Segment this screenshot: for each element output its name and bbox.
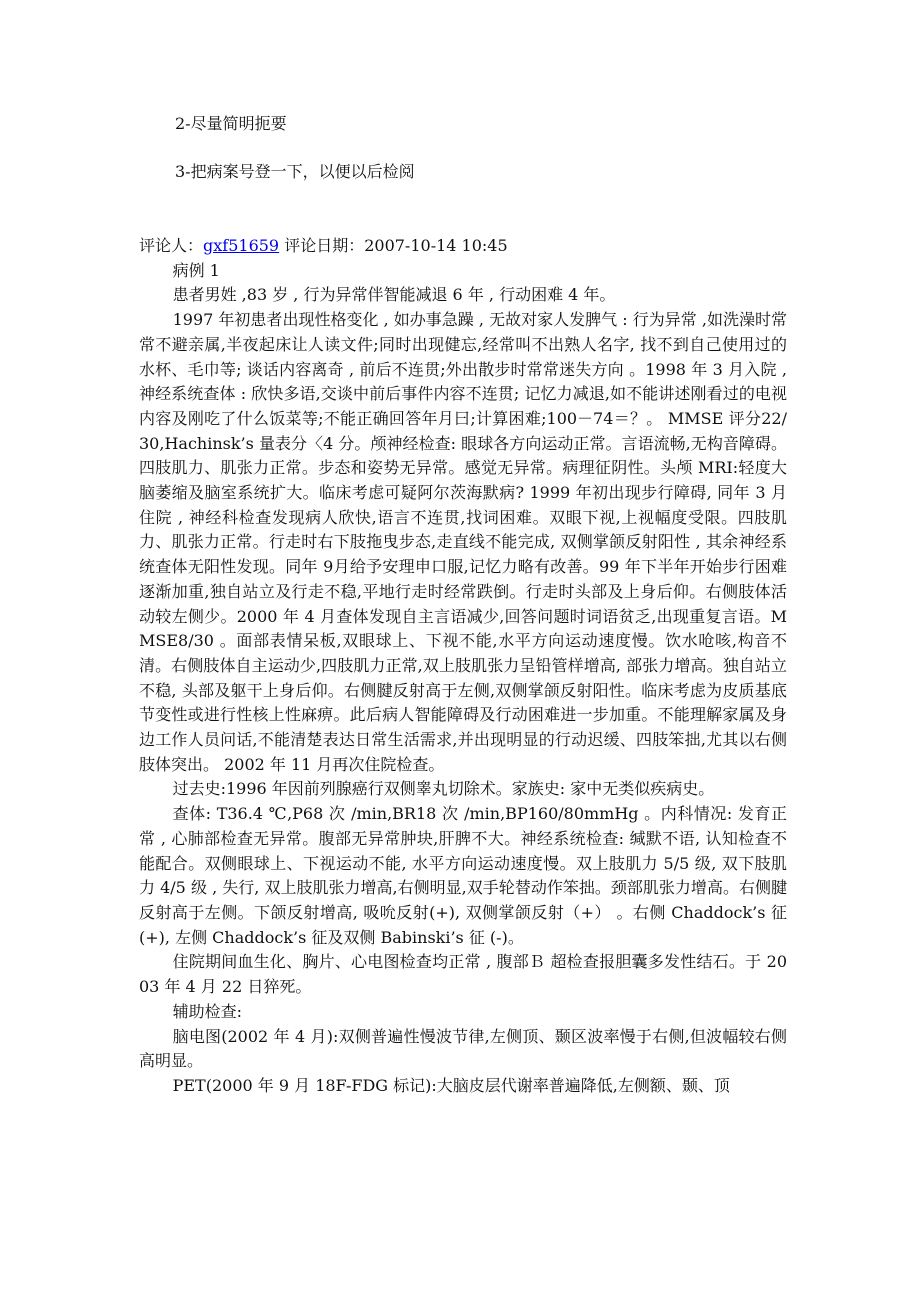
comment-date: 2007-10-14 10:45 — [364, 236, 508, 255]
case-summary: 患者男姓 ,83 岁 , 行为异常伴智能减退 6 年 , 行动困难 4 年。 — [172, 285, 616, 305]
physical-exam: 查体: T36.4 ℃,P68 次 /min,BR18 次 /min,BP160/80mmHg 。内科情况: 发育正常 , 心肺部检查无异常。腹部无异常肿块,肝脾不大。神经系统检查: 缄默不语, 认知检查不能配合。双侧眼球上、下视运动不能, 水平方向运动速度慢。双上肢肌力 5/5 级, 双下肢肌力 4/5 级 , 失行, 双上肢肌张力增高,右侧明显,双手轮替动作笨拙。颈部肌张力增高。右侧腱反射高于左侧。下颌反射增高, 吸吮反射(+), 双侧掌颌反射（+） 。右侧 Chaddock’s 征 (+), 左侧 Chaddock’s 征及双侧 Babinski’s 征 (-)。 — [139, 804, 787, 947]
pet-result: PET(2000 年 9 月 18F-FDG 标记):大脑皮层代谢率普遍降低,左侧额、颞、顶 — [172, 1075, 730, 1095]
comment-meta — [139, 234, 787, 259]
past-history: 过去史:1996 年因前列腺癌行双侧睾丸切除术。家族史: 家中无类似疾病史。 — [172, 779, 715, 799]
author-label: 评论人： — [139, 236, 204, 255]
tip-concise: 2-尽量简明扼要 — [175, 114, 287, 133]
author-link[interactable]: gxf51659 — [203, 236, 280, 255]
date-label: 评论日期： — [279, 236, 365, 255]
hospital-course: 住院期间血生化、胸片、心电图检查均正常 , 腹部Ｂ 超检查报胆囊多发性结石。于 2003 年 4 月 22 日猝死。 — [139, 952, 787, 997]
case-title: 病例 1 — [172, 260, 220, 280]
eeg-result: 脑电图(2002 年 4 月):双侧普遍性慢波节律,左侧顶、颞区波率慢于右侧,但波幅较右侧高明显。 — [139, 1026, 787, 1071]
tip-record-number: 3-把病案号登一下，以便以后检阅 — [175, 162, 415, 181]
aux-exam-title: 辅助检查: — [172, 1001, 242, 1021]
comment-body — [139, 234, 787, 1099]
case-history: 1997 年初患者出现性格变化 , 如办事急躁 , 无故对家人发脾气 : 行为异常 ,如洗澡时常常不避亲属,半夜起床让人读文件;同时出现健忘,经常叫不出熟人名字, 找不到自己使用过的水杯、毛巾等; 谈话内容离奇 , 前后不连贯;外出散步时常常迷失方向 。1998 年 3 月入院 , 神经系统查体 : 欣快多语,交谈中前后事件内容不连贯; 记忆力减退,如不能讲述刚看过的电视内容及刚吃了什么饭菜等;不能正确回答年月曰;计算困难;100－74＝？。 MMSE 评分22/30,Hachinsk’s 量表分〈4 分。颅神经检查: 眼球各方向运动正常。言语流畅,无构音障碍。四肢肌力、肌张力正常。步态和姿势无异常。感觉无异常。病理征阴性。头颅 MRI:轻度大脑萎缩及脑室系统扩大。临床考虑可疑阿尔茨海默病? 1999 年初出现步行障碍, 同年 3 月住院 , 神经科检查发现病人欣快,语言不连贯,找词困难。双眼下视,上视幅度受限。四肢肌力、肌张力正常。行走时右下肢拖曳步态,走直线不能完成, 双侧掌颌反射阳性 , 其余神经系统查体无阳性发现。同年 9月给予安理申口服,记忆力略有改善。99 年下半年开始步行困难逐渐加重,独自站立及行走不稳,平地行走时经常跌倒。行走时头部及上身后仰。右侧肢体活动较左侧少。2000 年 4 月查体发现自主言语减少,回答问题时词语贫乏,出现重复言语。MMSE8/30 。面部表情呆板,双眼球上、下视不能,水平方向运动速度慢。饮水呛咳,构音不清。右侧肢体自主运动少,四肢肌力正常,双上肢肌张力呈铅管样增高, 部张力增高。独自站立不稳, 头部及躯干上身后仰。右侧腱反射高于左侧,双侧掌颌反射阳性。临床考虑为皮质基底节变性或进行性核上性麻痹。此后病人智能障碍及行动困难进一步加重。不能理解家属及身边工作人员问话,不能清楚表达日常生活需求,并出现明显的行动迟缓、四肢笨拙,尤其以右侧肢体突出。 2002 年 11 月再次住院检查。 — [139, 310, 787, 774]
